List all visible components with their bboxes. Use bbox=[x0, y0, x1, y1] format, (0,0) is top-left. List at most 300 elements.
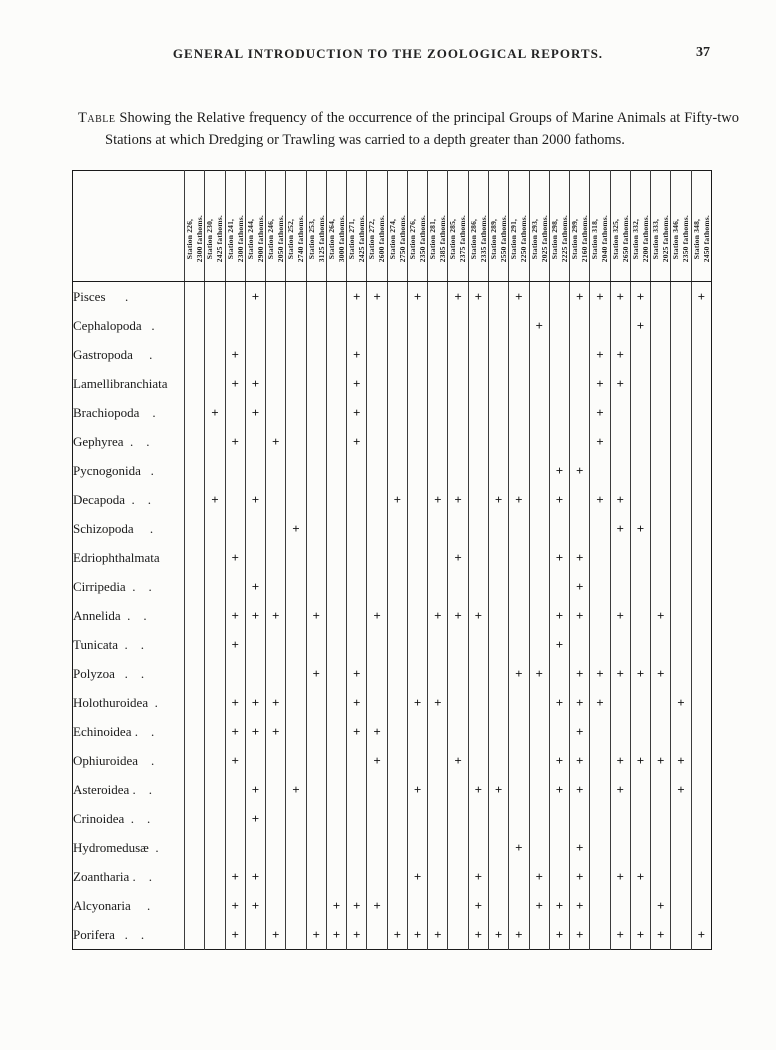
empty-cell bbox=[286, 456, 306, 485]
empty-cell bbox=[185, 398, 205, 427]
empty-cell bbox=[691, 688, 711, 717]
plus-mark-cell: + bbox=[225, 601, 245, 630]
table-row bbox=[73, 833, 712, 862]
station-depth: 3000 fathoms. bbox=[336, 214, 346, 262]
empty-cell bbox=[488, 717, 508, 746]
plus-mark-cell: + bbox=[651, 920, 671, 950]
empty-cell bbox=[387, 688, 407, 717]
plus-mark-cell: + bbox=[407, 688, 427, 717]
plus-mark-cell: + bbox=[488, 485, 508, 514]
empty-cell bbox=[306, 427, 326, 456]
plus-mark-cell: + bbox=[570, 456, 590, 485]
group-label: Cirripedia . . bbox=[73, 578, 152, 594]
plus-mark-cell: + bbox=[468, 282, 488, 312]
table-row bbox=[73, 514, 712, 543]
empty-cell bbox=[671, 543, 691, 572]
empty-cell bbox=[529, 688, 549, 717]
empty-cell bbox=[387, 659, 407, 688]
plus-mark-cell: + bbox=[428, 688, 448, 717]
plus-mark-cell: + bbox=[570, 572, 590, 601]
empty-cell bbox=[468, 485, 488, 514]
empty-cell bbox=[205, 804, 225, 833]
station-header bbox=[205, 171, 225, 282]
station-number: Station 332, bbox=[630, 218, 640, 259]
group-label: Crinoidea . . bbox=[73, 810, 151, 826]
group-label: Lamellibranchiata bbox=[73, 375, 168, 391]
empty-cell bbox=[468, 311, 488, 340]
empty-cell bbox=[387, 369, 407, 398]
station-header-text bbox=[570, 215, 590, 262]
plus-mark-cell: + bbox=[347, 717, 367, 746]
empty-cell bbox=[347, 775, 367, 804]
empty-cell bbox=[205, 862, 225, 891]
empty-cell bbox=[529, 630, 549, 659]
plus-mark-cell: + bbox=[225, 427, 245, 456]
empty-cell bbox=[509, 311, 529, 340]
plus-mark-cell: + bbox=[671, 688, 691, 717]
group-label: Cephalopoda . bbox=[73, 317, 155, 333]
station-header bbox=[286, 171, 306, 282]
empty-cell bbox=[185, 311, 205, 340]
plus-mark-cell: + bbox=[225, 340, 245, 369]
empty-cell bbox=[671, 601, 691, 630]
plus-mark-cell: + bbox=[630, 659, 650, 688]
empty-cell bbox=[387, 398, 407, 427]
empty-cell bbox=[185, 572, 205, 601]
plus-mark-cell: + bbox=[266, 427, 286, 456]
plus-mark-cell: + bbox=[347, 920, 367, 950]
empty-cell bbox=[387, 891, 407, 920]
empty-cell bbox=[387, 456, 407, 485]
plus-mark-cell: + bbox=[549, 601, 569, 630]
plus-mark-cell: + bbox=[529, 311, 549, 340]
empty-cell bbox=[549, 369, 569, 398]
plus-mark-cell: + bbox=[651, 891, 671, 920]
empty-cell bbox=[529, 601, 549, 630]
station-header-text bbox=[671, 215, 691, 262]
station-number: Station 253, bbox=[306, 218, 316, 259]
table-row bbox=[73, 282, 712, 312]
empty-cell bbox=[468, 572, 488, 601]
empty-cell bbox=[185, 282, 205, 312]
empty-cell bbox=[590, 514, 610, 543]
station-header bbox=[529, 171, 549, 282]
plus-mark-cell: + bbox=[428, 920, 448, 950]
empty-cell bbox=[671, 340, 691, 369]
empty-cell bbox=[570, 514, 590, 543]
plus-mark-cell: + bbox=[387, 920, 407, 950]
empty-cell bbox=[387, 804, 407, 833]
empty-cell bbox=[549, 282, 569, 312]
table-row bbox=[73, 891, 712, 920]
empty-cell bbox=[448, 891, 468, 920]
empty-cell bbox=[651, 398, 671, 427]
empty-cell bbox=[286, 659, 306, 688]
empty-cell bbox=[225, 775, 245, 804]
table-row bbox=[73, 398, 712, 427]
station-header bbox=[225, 171, 245, 282]
empty-cell bbox=[407, 485, 427, 514]
empty-cell bbox=[306, 804, 326, 833]
station-depth: 2425 fathoms. bbox=[215, 214, 225, 262]
group-label: Tunicata . . bbox=[73, 636, 145, 652]
empty-cell bbox=[347, 630, 367, 659]
empty-cell bbox=[488, 601, 508, 630]
empty-cell bbox=[387, 311, 407, 340]
plus-mark-cell: + bbox=[468, 862, 488, 891]
empty-cell bbox=[225, 514, 245, 543]
plus-mark-cell: + bbox=[549, 543, 569, 572]
empty-cell bbox=[347, 862, 367, 891]
empty-cell bbox=[529, 833, 549, 862]
empty-cell bbox=[509, 369, 529, 398]
empty-cell bbox=[245, 833, 265, 862]
group-label: Hydromedusæ . bbox=[73, 839, 159, 855]
station-header-text bbox=[651, 215, 671, 262]
station-depth: 2200 fathoms. bbox=[640, 214, 650, 262]
empty-cell bbox=[428, 514, 448, 543]
empty-cell bbox=[691, 311, 711, 340]
plus-mark-cell: + bbox=[306, 920, 326, 950]
empty-cell bbox=[590, 833, 610, 862]
plus-mark-cell: + bbox=[509, 282, 529, 312]
empty-cell bbox=[549, 862, 569, 891]
empty-cell bbox=[387, 572, 407, 601]
empty-cell bbox=[509, 514, 529, 543]
empty-cell bbox=[185, 514, 205, 543]
plus-mark-cell: + bbox=[529, 891, 549, 920]
empty-cell bbox=[407, 427, 427, 456]
empty-cell bbox=[266, 746, 286, 775]
empty-cell bbox=[286, 427, 306, 456]
empty-cell bbox=[691, 514, 711, 543]
table-row bbox=[73, 485, 712, 514]
empty-cell bbox=[488, 688, 508, 717]
empty-cell bbox=[691, 601, 711, 630]
group-label: Gephyrea . . bbox=[73, 433, 150, 449]
empty-cell bbox=[326, 572, 346, 601]
empty-cell bbox=[549, 833, 569, 862]
empty-cell bbox=[387, 862, 407, 891]
station-depth: 2160 fathoms. bbox=[579, 214, 589, 262]
plus-mark-cell: + bbox=[549, 746, 569, 775]
station-depth: 2550 fathoms. bbox=[498, 214, 508, 262]
empty-cell bbox=[205, 369, 225, 398]
empty-cell bbox=[630, 427, 650, 456]
plus-mark-cell: + bbox=[570, 891, 590, 920]
empty-cell bbox=[529, 340, 549, 369]
empty-cell bbox=[347, 833, 367, 862]
station-header-text bbox=[327, 215, 347, 262]
empty-cell bbox=[205, 717, 225, 746]
empty-cell bbox=[630, 833, 650, 862]
plus-mark-cell: + bbox=[630, 862, 650, 891]
station-number: Station 293, bbox=[529, 218, 539, 259]
empty-cell bbox=[185, 485, 205, 514]
station-number: Station 276, bbox=[407, 218, 417, 259]
table-row bbox=[73, 775, 712, 804]
plus-mark-cell: + bbox=[570, 282, 590, 312]
empty-cell bbox=[225, 572, 245, 601]
plus-mark-cell: + bbox=[448, 601, 468, 630]
empty-cell bbox=[671, 398, 691, 427]
page-number: 37 bbox=[696, 45, 710, 60]
station-header-text bbox=[226, 215, 246, 262]
plus-mark-cell: + bbox=[448, 543, 468, 572]
group-label: Brachiopoda . bbox=[73, 404, 156, 420]
empty-cell bbox=[286, 688, 306, 717]
empty-cell bbox=[448, 456, 468, 485]
station-header-text bbox=[428, 215, 448, 262]
empty-cell bbox=[448, 659, 468, 688]
plus-mark-cell: + bbox=[225, 543, 245, 572]
empty-cell bbox=[630, 891, 650, 920]
empty-cell bbox=[286, 630, 306, 659]
plus-mark-cell: + bbox=[225, 688, 245, 717]
station-header-text bbox=[388, 215, 408, 262]
empty-cell bbox=[610, 688, 630, 717]
plus-mark-cell: + bbox=[245, 804, 265, 833]
group-label: Gastropoda . bbox=[73, 346, 153, 362]
empty-cell bbox=[185, 891, 205, 920]
plus-mark-cell: + bbox=[306, 601, 326, 630]
station-header bbox=[691, 171, 711, 282]
empty-cell bbox=[428, 427, 448, 456]
empty-cell bbox=[549, 717, 569, 746]
empty-cell bbox=[266, 891, 286, 920]
station-number: Station 298, bbox=[549, 218, 559, 259]
empty-cell bbox=[488, 456, 508, 485]
empty-cell bbox=[347, 601, 367, 630]
empty-cell bbox=[245, 543, 265, 572]
empty-cell bbox=[468, 369, 488, 398]
empty-cell bbox=[691, 340, 711, 369]
empty-cell bbox=[428, 543, 448, 572]
empty-cell bbox=[387, 340, 407, 369]
empty-cell bbox=[590, 746, 610, 775]
empty-cell bbox=[428, 659, 448, 688]
plus-mark-cell: + bbox=[570, 543, 590, 572]
empty-cell bbox=[509, 572, 529, 601]
station-depth: 2335 fathoms. bbox=[478, 214, 488, 262]
empty-cell bbox=[407, 456, 427, 485]
empty-cell bbox=[651, 514, 671, 543]
plus-mark-cell: + bbox=[225, 369, 245, 398]
plus-mark-cell: + bbox=[610, 920, 630, 950]
empty-cell bbox=[245, 920, 265, 950]
plus-mark-cell: + bbox=[468, 920, 488, 950]
plus-mark-cell: + bbox=[549, 775, 569, 804]
group-label: Echinoidea . . bbox=[73, 723, 155, 739]
plus-mark-cell: + bbox=[610, 775, 630, 804]
empty-cell bbox=[590, 572, 610, 601]
plus-mark-cell: + bbox=[590, 485, 610, 514]
empty-cell bbox=[367, 427, 387, 456]
empty-cell bbox=[671, 282, 691, 312]
empty-cell bbox=[367, 659, 387, 688]
table-head bbox=[73, 171, 712, 282]
empty-cell bbox=[367, 514, 387, 543]
empty-cell bbox=[488, 804, 508, 833]
frequency-table-wrap bbox=[72, 170, 712, 950]
plus-mark-cell: + bbox=[347, 891, 367, 920]
empty-cell bbox=[428, 804, 448, 833]
empty-cell bbox=[468, 514, 488, 543]
empty-cell bbox=[306, 630, 326, 659]
empty-cell bbox=[326, 717, 346, 746]
empty-cell bbox=[185, 543, 205, 572]
empty-cell bbox=[326, 688, 346, 717]
empty-cell bbox=[286, 485, 306, 514]
plus-mark-cell: + bbox=[630, 282, 650, 312]
plus-mark-cell: + bbox=[225, 630, 245, 659]
empty-cell bbox=[286, 717, 306, 746]
empty-cell bbox=[549, 427, 569, 456]
plus-mark-cell: + bbox=[245, 775, 265, 804]
empty-cell bbox=[590, 543, 610, 572]
empty-cell bbox=[651, 572, 671, 601]
empty-cell bbox=[185, 659, 205, 688]
empty-cell bbox=[286, 311, 306, 340]
empty-cell bbox=[306, 340, 326, 369]
empty-cell bbox=[286, 862, 306, 891]
empty-cell bbox=[326, 369, 346, 398]
plus-mark-cell: + bbox=[245, 717, 265, 746]
empty-cell bbox=[286, 282, 306, 312]
plus-mark-cell: + bbox=[630, 311, 650, 340]
empty-cell bbox=[671, 514, 691, 543]
empty-cell bbox=[630, 688, 650, 717]
station-header-text bbox=[590, 215, 610, 262]
plus-mark-cell: + bbox=[590, 659, 610, 688]
empty-cell bbox=[225, 456, 245, 485]
empty-cell bbox=[630, 369, 650, 398]
empty-cell bbox=[691, 572, 711, 601]
plus-mark-cell: + bbox=[590, 282, 610, 312]
empty-cell bbox=[428, 311, 448, 340]
empty-cell bbox=[610, 543, 630, 572]
empty-cell bbox=[651, 543, 671, 572]
plus-mark-cell: + bbox=[286, 775, 306, 804]
empty-cell bbox=[266, 340, 286, 369]
empty-cell bbox=[407, 514, 427, 543]
empty-cell bbox=[509, 543, 529, 572]
empty-cell bbox=[529, 485, 549, 514]
station-depth: 2385 fathoms. bbox=[437, 214, 447, 262]
empty-cell bbox=[610, 398, 630, 427]
empty-cell bbox=[509, 456, 529, 485]
empty-cell bbox=[630, 543, 650, 572]
group-label: Edriophthalmata bbox=[73, 549, 160, 565]
station-header bbox=[185, 171, 205, 282]
empty-cell bbox=[509, 891, 529, 920]
empty-cell bbox=[286, 891, 306, 920]
empty-cell bbox=[306, 485, 326, 514]
empty-cell bbox=[185, 833, 205, 862]
empty-cell bbox=[205, 746, 225, 775]
empty-cell bbox=[428, 282, 448, 312]
empty-cell bbox=[549, 804, 569, 833]
station-header-text bbox=[631, 215, 651, 262]
empty-cell bbox=[468, 543, 488, 572]
empty-cell bbox=[266, 282, 286, 312]
station-depth: 2450 fathoms. bbox=[701, 214, 711, 262]
empty-cell bbox=[387, 775, 407, 804]
empty-cell bbox=[185, 920, 205, 950]
empty-cell bbox=[347, 311, 367, 340]
empty-cell bbox=[509, 717, 529, 746]
empty-cell bbox=[570, 311, 590, 340]
empty-cell bbox=[326, 601, 346, 630]
station-header bbox=[347, 171, 367, 282]
empty-cell bbox=[205, 340, 225, 369]
group-label: Pycnogonida . bbox=[73, 462, 154, 478]
empty-cell bbox=[306, 775, 326, 804]
station-number: Station 230, bbox=[205, 218, 215, 259]
plus-mark-cell: + bbox=[610, 485, 630, 514]
station-header-text bbox=[489, 215, 509, 262]
empty-cell bbox=[691, 833, 711, 862]
station-header-text bbox=[286, 215, 306, 262]
empty-cell bbox=[306, 514, 326, 543]
station-depth: 3125 fathoms. bbox=[316, 214, 326, 262]
empty-cell bbox=[488, 282, 508, 312]
empty-cell bbox=[570, 804, 590, 833]
empty-cell bbox=[225, 485, 245, 514]
running-head: GENERAL INTRODUCTION TO THE ZOOLOGICAL REPORTS. bbox=[172, 46, 604, 61]
station-number: Station 346, bbox=[671, 218, 681, 259]
plus-mark-cell: + bbox=[529, 862, 549, 891]
empty-cell bbox=[407, 398, 427, 427]
empty-cell bbox=[630, 398, 650, 427]
station-depth: 2250 fathoms. bbox=[519, 214, 528, 262]
station-number: Station 264, bbox=[326, 218, 336, 259]
empty-cell bbox=[448, 572, 468, 601]
empty-cell bbox=[367, 369, 387, 398]
empty-cell bbox=[448, 717, 468, 746]
table-row bbox=[73, 746, 712, 775]
empty-cell bbox=[610, 456, 630, 485]
plus-mark-cell: + bbox=[509, 485, 529, 514]
empty-cell bbox=[347, 746, 367, 775]
empty-cell bbox=[225, 398, 245, 427]
empty-cell bbox=[509, 804, 529, 833]
plus-mark-cell: + bbox=[266, 688, 286, 717]
empty-cell bbox=[671, 717, 691, 746]
plus-mark-cell: + bbox=[205, 485, 225, 514]
station-number: Station 285, bbox=[448, 218, 458, 259]
empty-cell bbox=[549, 311, 569, 340]
empty-cell bbox=[286, 746, 306, 775]
station-depth: 2900 fathoms. bbox=[255, 214, 265, 262]
empty-cell bbox=[448, 427, 468, 456]
plus-mark-cell: + bbox=[570, 601, 590, 630]
empty-cell bbox=[306, 369, 326, 398]
empty-cell bbox=[205, 688, 225, 717]
station-depth: 2300 fathoms. bbox=[194, 214, 204, 262]
empty-cell bbox=[691, 427, 711, 456]
station-number: Station 289, bbox=[488, 218, 498, 259]
empty-cell bbox=[326, 282, 346, 312]
empty-cell bbox=[468, 688, 488, 717]
empty-cell bbox=[306, 456, 326, 485]
empty-cell bbox=[205, 630, 225, 659]
station-header bbox=[387, 171, 407, 282]
station-number: Station 281, bbox=[428, 218, 438, 259]
empty-cell bbox=[448, 775, 468, 804]
empty-cell bbox=[407, 369, 427, 398]
empty-cell bbox=[630, 485, 650, 514]
